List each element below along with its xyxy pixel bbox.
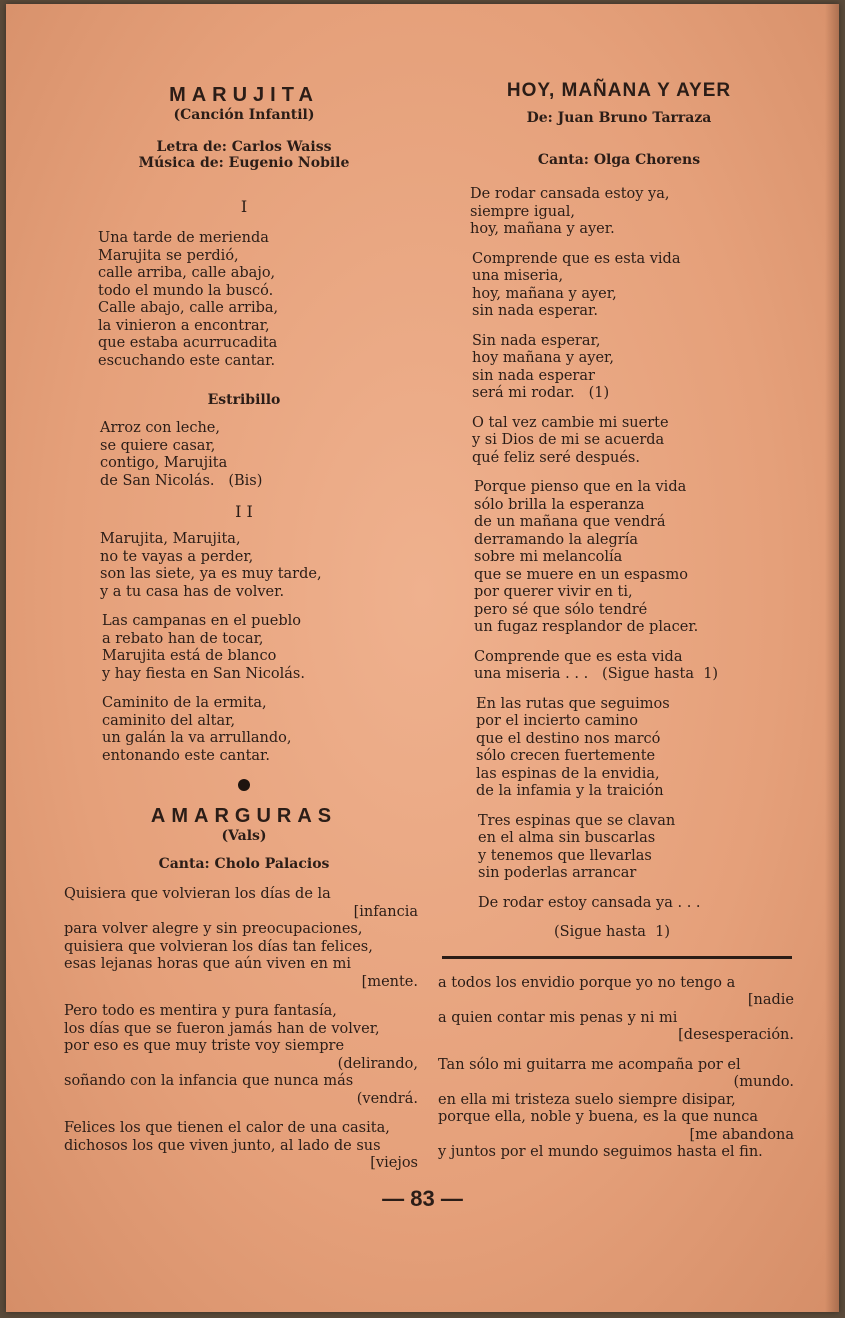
verse-line: será mi rodar. (1): [472, 385, 610, 401]
verse-line: Pero todo es mentira y pura fantasía,: [64, 1003, 337, 1019]
verse-line: y a tu casa has de volver.: [100, 583, 285, 600]
verse-line: por el incierto camino: [476, 713, 639, 729]
stanza: [438, 649, 800, 684]
song-subtitle: (Vals): [221, 828, 267, 844]
verse-line: (vendrá.: [356, 1090, 418, 1107]
author-credit: De: Juan Bruno Tarraza: [526, 110, 712, 126]
verse-line: [viejos: [370, 1155, 418, 1171]
verse-line: Porque pienso que en la vida: [474, 479, 687, 495]
verse-line: a todos los envidio porque yo no tengo a: [438, 974, 736, 991]
verse-line: no te vayas a perder,: [100, 548, 254, 565]
stanza: [438, 479, 800, 637]
verse-line: siempre igual,: [470, 203, 575, 220]
verse-line: sin poderlas arrancar: [478, 865, 637, 881]
stanza: [64, 886, 424, 991]
verse-line: pero sé que sólo tendré: [474, 601, 648, 618]
verse-line: y hay fiesta en San Nicolás.: [102, 665, 305, 682]
verse-line: y juntos por el mundo seguimos hasta el fin.: [438, 1144, 763, 1160]
verse-line: Comprende que es esta vida: [474, 648, 683, 665]
repeat-note: [438, 924, 800, 942]
stanza: [438, 813, 800, 883]
stanza: [438, 333, 800, 403]
verse: [64, 230, 424, 370]
verse-line: [mente.: [361, 973, 418, 990]
verse-line: (Sigue hasta 1): [554, 924, 671, 940]
verse-line: son las siete, ya es muy tarde,: [100, 566, 322, 582]
right-column: [438, 80, 800, 1174]
song-title-hoy-manana-y-ayer: HOY, MAÑANA Y AYER: [506, 80, 732, 101]
verse-line: se quiere casar,: [100, 437, 216, 454]
verse-line: En las rutas que seguimos: [476, 695, 670, 712]
verse-line: de un mañana que vendrá: [474, 514, 666, 530]
verse: [64, 531, 424, 601]
verse-line: de la infamia y la traición: [476, 783, 664, 799]
verse-line: [infancia: [353, 903, 418, 920]
verse-line: Marujita, Marujita,: [100, 531, 241, 547]
verse-line: Una tarde de merienda: [98, 230, 269, 246]
continued-stanza: [438, 975, 800, 1045]
verse-line: sin nada esperar: [472, 367, 595, 384]
verse-line: hoy mañana y ayer,: [472, 350, 615, 366]
verse-line: la vinieron a encontrar,: [98, 317, 270, 334]
verse-line: escuchando este cantar.: [98, 352, 276, 369]
singer-credit: Canta: Olga Chorens: [537, 152, 701, 168]
verse: [64, 695, 424, 765]
verse-line: Quisiera que volvieran los días de la: [64, 886, 331, 902]
verse-line: Comprende que es esta vida: [472, 250, 681, 267]
book-page: [6, 4, 839, 1312]
verse-line: y tenemos que llevarlas: [478, 847, 652, 864]
divider-rule: [442, 956, 792, 959]
verse-line: Arroz con leche,: [100, 420, 220, 436]
verse-line: De rodar cansada estoy ya,: [470, 186, 670, 202]
verse-line: porque ella, noble y buena, es la que nunca: [438, 1109, 758, 1125]
verse-line: a rebato han de tocar,: [102, 630, 264, 647]
verse-line: sólo brilla la esperanza: [474, 496, 645, 513]
verse-line: (mundo.: [733, 1074, 794, 1090]
verse-line: para volver alegre y sin preocupaciones,: [64, 921, 363, 937]
verse-line: [me abandona: [689, 1126, 794, 1143]
stanza: [438, 696, 800, 801]
verse-line: Tres espinas que se clavan: [478, 812, 676, 829]
verse-line: quisiera que volvieran los días tan felices,: [64, 938, 373, 955]
verse-line: en ella mi tristeza suelo siempre disipar,: [438, 1091, 736, 1108]
verse-line: dichosos los que viven junto, al lado de sus: [64, 1137, 381, 1154]
verse-line: Felices los que tienen el calor de una casita,: [64, 1120, 390, 1136]
verse-line: esas lejanas horas que aún viven en mi: [64, 956, 352, 972]
verse-line: Sin nada esperar,: [472, 332, 601, 349]
stanza: [64, 1003, 424, 1108]
verse-line: los días que se fueron jamás han de volver,: [64, 1020, 380, 1037]
verse-line: hoy, mañana y ayer,: [472, 285, 617, 302]
chorus: [64, 420, 424, 490]
verse-line: Calle abajo, calle arriba,: [98, 300, 279, 316]
verse-line: un fugaz resplandor de placer.: [474, 619, 699, 635]
verse-line: todo el mundo la buscó.: [98, 282, 274, 299]
verse-line: [nadie: [747, 992, 794, 1008]
verse-line: sin nada esperar.: [472, 303, 598, 319]
verse-line: hoy, mañana y ayer.: [470, 221, 615, 237]
verse-line: O tal vez cambie mi suerte: [472, 414, 669, 431]
verse-line: las espinas de la envidia,: [476, 765, 660, 782]
verse-line: Caminito de la ermita,: [102, 695, 267, 711]
verse-line: Las campanas en el pueblo: [102, 613, 302, 629]
verse-line: qué feliz seré después.: [472, 449, 640, 466]
song-title-marujita: MARUJITA: [169, 84, 319, 106]
verse-line: sólo crecen fuertemente: [476, 748, 656, 764]
stanza: [64, 1120, 424, 1173]
song-subtitle: (Canción Infantil): [173, 107, 315, 123]
part-two-heading: I I: [235, 502, 253, 521]
chorus-heading: Estribillo: [207, 392, 281, 408]
verse-line: una miseria . . . (Sigue hasta 1): [474, 666, 719, 682]
page-number: — 83 —: [382, 1186, 463, 1211]
verse-line: Tan sólo mi guitarra me acompaña por el: [438, 1056, 741, 1073]
verse-line: que estaba acurrucadita: [98, 335, 278, 351]
stanza: [438, 186, 800, 239]
verse-line: calle arriba, calle abajo,: [98, 265, 276, 281]
verse-line: (delirando,: [337, 1055, 418, 1072]
verse-line: una miseria,: [472, 268, 564, 284]
verse-line: caminito del altar,: [102, 712, 236, 729]
stanza: [438, 895, 800, 913]
stanza: [438, 251, 800, 321]
verse-line: sobre mi melancolía: [474, 549, 623, 565]
verse: [64, 613, 424, 683]
verse-line: entonando este cantar.: [102, 747, 270, 764]
verse-line: derramando la alegría: [474, 531, 638, 548]
left-column: [64, 84, 424, 1185]
singer-credit: Canta: Cholo Palacios: [158, 856, 330, 872]
verse-line: por eso es que muy triste voy siempre: [64, 1038, 345, 1054]
verse-line: soñando con la infancia que nunca más: [64, 1073, 354, 1089]
verse-line: que el destino nos marcó: [476, 730, 661, 747]
verse-line: por querer vivir en ti,: [474, 584, 633, 600]
verse-line: y si Dios de mi se acuerda: [472, 432, 665, 448]
verse-line: un galán la va arrullando,: [102, 730, 292, 746]
stanza: [438, 415, 800, 468]
page-edge-shadow: [825, 4, 839, 1312]
verse-line: en el alma sin buscarlas: [478, 830, 656, 846]
lyrics-credit: Letra de: Carlos Waiss: [156, 139, 332, 155]
continued-stanza: [438, 1057, 800, 1162]
verse-line: que se muere en un espasmo: [474, 566, 688, 583]
verse-line: de San Nicolás. (Bis): [100, 472, 263, 489]
verse-line: contigo, Marujita: [100, 455, 228, 471]
section-bullet: [238, 779, 250, 791]
verse-line: De rodar estoy cansada ya . . .: [478, 894, 701, 911]
verse-line: Marujita está de blanco: [102, 648, 277, 664]
part-one-heading: I: [240, 197, 248, 216]
verse-line: Marujita se perdió,: [98, 247, 239, 264]
song-title-amarguras: AMARGURAS: [150, 805, 338, 827]
verse-line: a quien contar mis penas y ni mi: [438, 1009, 678, 1026]
verse-line: [desesperación.: [678, 1027, 794, 1043]
music-credit: Música de: Eugenio Nobile: [138, 155, 350, 171]
